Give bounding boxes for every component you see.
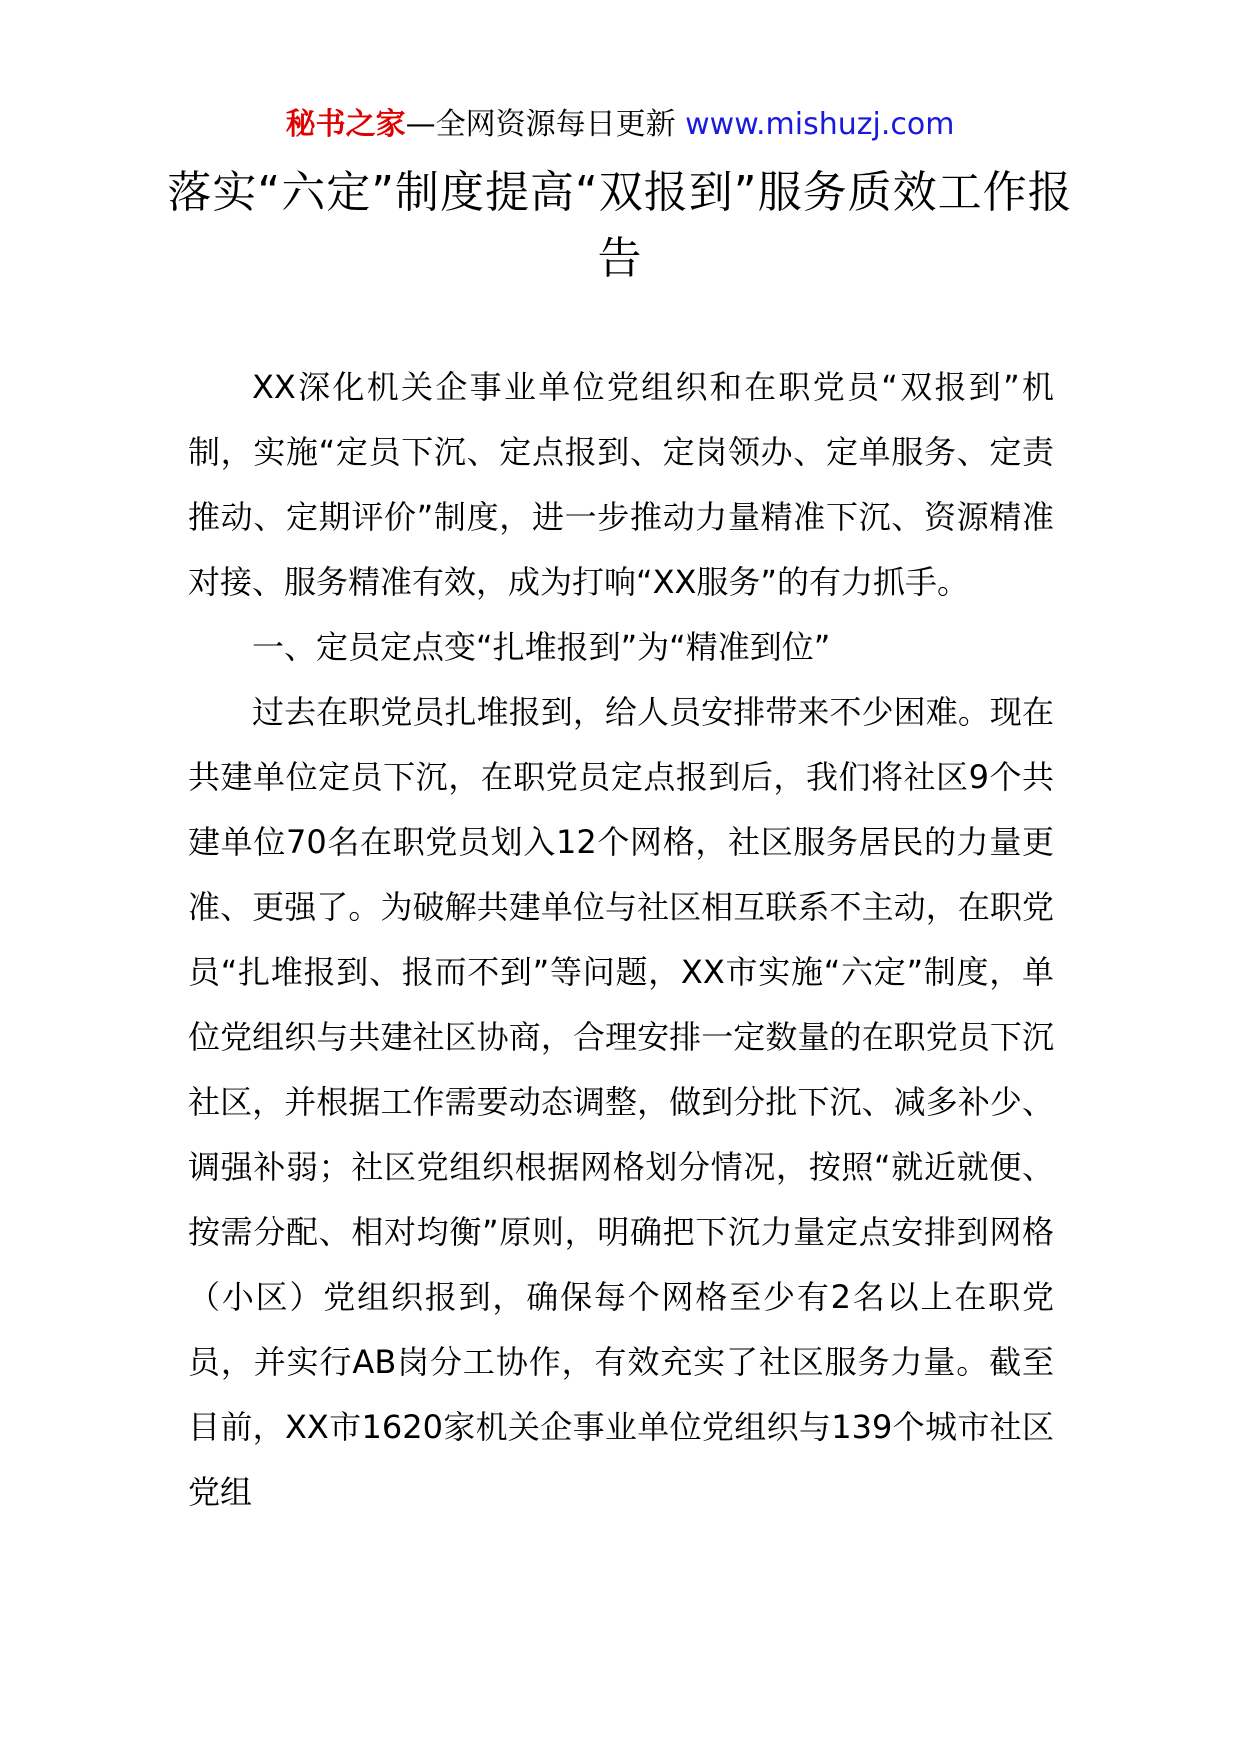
section-heading: 一、定员定点变“扎堆报到”为“精准到位”	[252, 628, 831, 666]
document-title: 落实“六定”制度提高“双报到”服务质效工作报告	[167, 167, 1073, 284]
document-body	[188, 355, 1054, 1525]
body-paragraph: 过去在职党员扎堆报到，给人员安排带来不少困难。现在共建单位定员下沉，在职党员定点报到后，我们将社区9个共建单位70名在职党员划入12个网格，社区服务居民的力量更准、更强了。为破解共建单位与社区相互联系不主动，在职党员“扎堆报到、报而不到”等问题，XX市实施“六定”制度，单位党组织与共建社区协商，合理安排一定数量的在职党员下沉社区，并根据工作需要动态调整，做到分批下沉、减多补少、调强补弱；社区党组织根据网格划分情况，按照“就近就便、按需分配、相对均衡”原则，明确把下沉力量定点安排到网格（小区）党组织报到，确保每个网格至少有2名以上在职党员，并实行AB岗分工协作，有效充实了社区服务力量。截至目前，XX市1620家机关企事业单位党组织与139个城市社区党组	[188, 693, 1054, 1511]
brand-slogan: —全网资源每日更新	[405, 107, 676, 142]
site-link[interactable]: www.mishuzj.com	[685, 107, 955, 142]
brand-name: 秘书之家	[285, 107, 406, 142]
watermark-banner	[0, 103, 1240, 147]
intro-paragraph: XX深化机关企事业单位党组织和在职党员“双报到”机制，实施“定员下沉、定点报到、定岗领办、定单服务、定责推动、定期评价”制度，进一步推动力量精准下沉、资源精准对接、服务精准有效，成为打响“XX服务”的有力抓手。	[188, 368, 1054, 601]
